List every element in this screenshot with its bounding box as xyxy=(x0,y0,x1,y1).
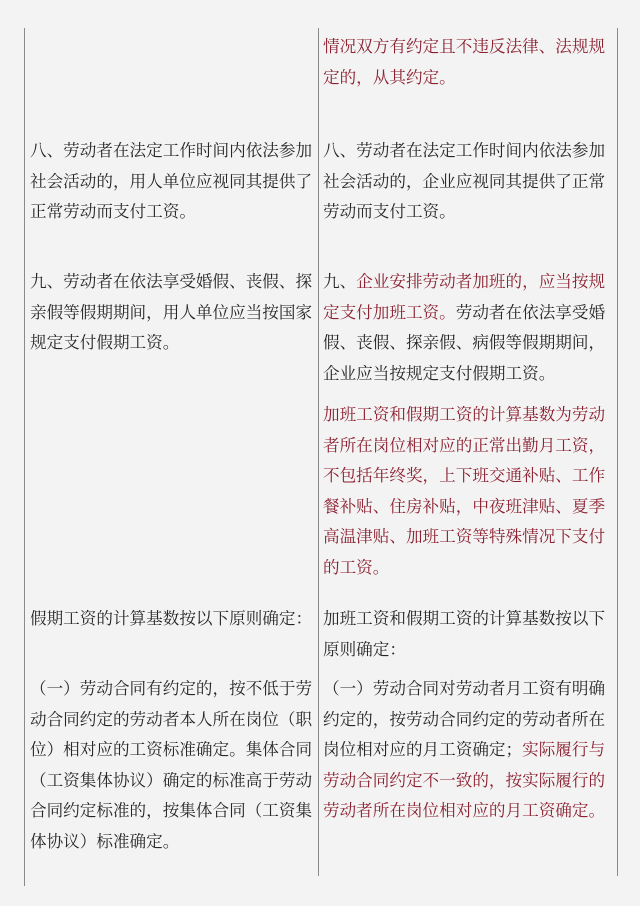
left-basis-rule-1: （一）劳动合同有约定的，按不低于劳动合同约定的劳动者本人所在岗位（职位）相对应的工资标准确定。集体合同（工资集体协议）确定的标准高于劳动合同约定标准的，按集体合同（工资集体协议）标准确定。 xyxy=(30,679,313,851)
right-item-9 xyxy=(323,267,609,389)
table-right-border xyxy=(617,28,618,876)
right-item-9-base: 加班工资和假期工资的计算基数为劳动者所在岗位相对应的正常出勤月工资，不包括年终奖，上下班交通补贴、工作餐补贴、住房补贴，中夜班津贴、夏季高温津贴、加班工资等特殊情况下支付的工资。 xyxy=(323,405,606,577)
right-item-9-prefix: 九、 xyxy=(323,272,357,291)
left-item-8: 八、劳动者在法定工作时间内依法参加社会活动的，用人单位应视同其提供了正常劳动而支付工资。 xyxy=(30,141,313,222)
left-basis-heading: 假期工资的计算基数按以下原则确定： xyxy=(30,609,313,628)
right-basis-rule-1 xyxy=(323,674,609,827)
right-item-9-leave: 劳动者在依法享受婚假、丧假、探亲假、病假等假期期间，企业应当按规定支付假期工资。 xyxy=(323,302,606,383)
right-basis-rule-1-actual: 实际履行与劳动合同约定不一致的，按实际履行的劳动者所在岗位相对应的月工资确定。 xyxy=(323,740,606,821)
table-left-border xyxy=(24,28,25,886)
right-basis-rule-1-normal: （一）劳动合同对劳动者月工资有明确约定的，按劳动合同约定的劳动者所在岗位相对应的月工资确定； xyxy=(323,679,606,760)
left-item-9: 九、劳动者在依法享受婚假、丧假、探亲假等假期期间，用人单位应当按国家规定支付假期工资。 xyxy=(30,272,313,353)
right-basis-heading: 加班工资和假期工资的计算基数按以下原则确定： xyxy=(323,609,606,659)
right-item-9-overtime: 企业安排劳动者加班的，应当按规定支付加班工资。 xyxy=(323,272,606,322)
right-item-7-tail: 情况双方有约定且不违反法律、法规规定的，从其约定。 xyxy=(323,37,606,87)
right-item-8: 八、劳动者在法定工作时间内依法参加社会活动的，企业应视同其提供了正常劳动而支付工资。 xyxy=(323,141,606,222)
table-column-divider xyxy=(318,28,319,876)
